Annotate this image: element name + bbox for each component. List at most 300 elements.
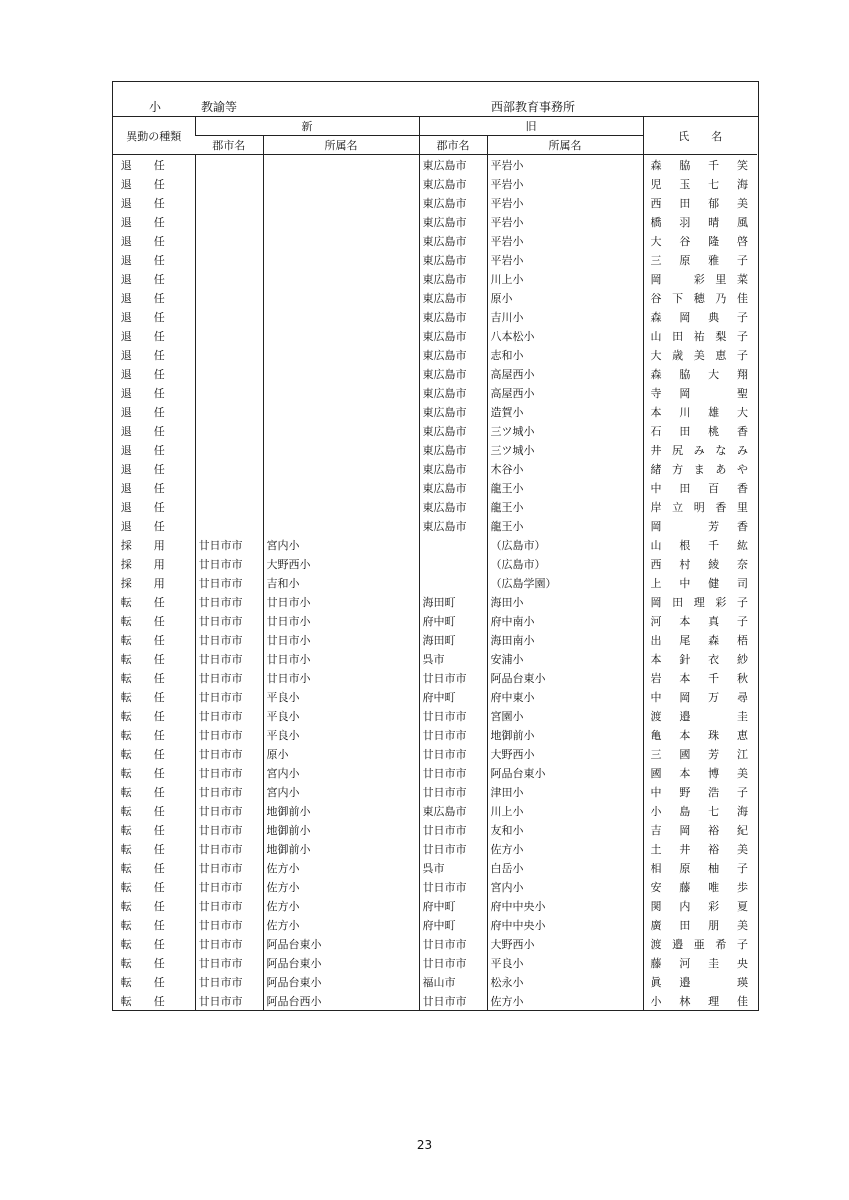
table-row [113,725,757,744]
type-cell: 転任 [120,747,187,761]
new-school-cell [263,345,419,364]
table-row [113,630,757,649]
old-city-cell: 東広島市 [419,364,487,383]
new-school-cell: 佐方小 [263,915,419,934]
new-school-cell [263,478,419,497]
old-city-cell: 東広島市 [419,307,487,326]
name-cell [643,573,757,592]
new-city-cell [195,250,263,269]
new-city-cell: 廿日市市 [195,592,263,611]
name-cell [643,193,757,212]
person-name: 本 針 衣 紗 [650,652,748,666]
old-school-cell: 宮園小 [487,706,643,725]
new-school-cell: 廿日市小 [263,649,419,668]
new-city-cell [195,402,263,421]
table-row [113,706,757,725]
table-row [113,554,757,573]
old-school-cell: 三ツ城小 [487,440,643,459]
new-school-cell [263,383,419,402]
type-cell: 退任 [120,196,187,210]
person-name: 相 原 柚 子 [650,861,748,875]
office-name: 西部教育事務所 [491,100,576,114]
new-city-cell: 廿日市市 [195,706,263,725]
table-row [113,193,757,212]
name-cell [643,440,757,459]
new-city-cell [195,288,263,307]
person-name: 上 中 健 司 [650,576,748,590]
table-body [113,155,757,1011]
table-row [113,820,757,839]
old-city-cell [419,554,487,573]
new-city-cell [195,193,263,212]
transfer-table [113,117,757,1010]
new-city-cell [195,212,263,231]
new-school-cell: 阿品台東小 [263,953,419,972]
person-name: 國 本 博 美 [650,766,748,780]
new-city-cell: 廿日市市 [195,820,263,839]
type-cell: 退任 [120,272,187,286]
col-name: 氏 名 [643,117,757,155]
name-cell [643,269,757,288]
old-school-cell: 木谷小 [487,459,643,478]
name-cell [643,383,757,402]
new-school-cell: 宮内小 [263,782,419,801]
old-school-cell: （広島学園） [487,573,643,592]
name-cell [643,820,757,839]
old-school-cell: 龍王小 [487,478,643,497]
table-row [113,497,757,516]
old-city-cell: 廿日市市 [419,668,487,687]
name-cell [643,288,757,307]
new-city-cell [195,497,263,516]
new-city-cell: 廿日市市 [195,649,263,668]
type-cell: 退任 [120,158,187,172]
type-cell: 退任 [120,519,187,533]
new-school-cell [263,155,419,175]
new-school-cell: 宮内小 [263,763,419,782]
person-name: 小 島 七 海 [650,804,748,818]
table-row [113,174,757,193]
old-school-cell: 高屋西小 [487,383,643,402]
old-school-cell: 白岳小 [487,858,643,877]
person-name: 安 藤 唯 歩 [650,880,748,894]
table-row [113,972,757,991]
type-cell: 退任 [120,367,187,381]
new-city-cell: 廿日市市 [195,668,263,687]
type-cell: 転任 [120,614,187,628]
name-cell [643,858,757,877]
name-cell [643,307,757,326]
col-old-school: 所属名 [487,136,643,155]
old-school-cell: 川上小 [487,269,643,288]
person-name: 石 田 桃 香 [650,424,748,438]
old-city-cell: 東広島市 [419,250,487,269]
type-cell: 退任 [120,177,187,191]
type-cell: 退任 [120,253,187,267]
name-cell [643,877,757,896]
name-cell [643,231,757,250]
type-cell: 転任 [120,842,187,856]
name-cell [643,155,757,175]
name-cell [643,535,757,554]
old-school-cell: 安浦小 [487,649,643,668]
old-school-cell: 龍王小 [487,516,643,535]
old-school-cell: 造賀小 [487,402,643,421]
person-name: 本 川 雄 大 [650,405,748,419]
old-school-cell: 府中南小 [487,611,643,630]
new-city-cell: 廿日市市 [195,953,263,972]
name-cell [643,212,757,231]
old-school-cell: 平岩小 [487,174,643,193]
old-city-cell: 東広島市 [419,459,487,478]
new-city-cell: 廿日市市 [195,896,263,915]
person-name: 岡 彩 里 菜 [650,272,748,286]
old-city-cell: 府中町 [419,915,487,934]
old-city-cell: 海田町 [419,592,487,611]
name-cell [643,725,757,744]
table-row [113,459,757,478]
person-name: 三 國 芳 江 [650,747,748,761]
type-cell: 転任 [120,880,187,894]
new-city-cell: 廿日市市 [195,782,263,801]
old-city-cell: 廿日市市 [419,953,487,972]
new-city-cell: 廿日市市 [195,763,263,782]
person-name: 橋 羽 晴 風 [650,215,748,229]
table-row [113,934,757,953]
col-group-new: 新 [195,117,419,136]
new-school-cell [263,231,419,250]
table-row [113,573,757,592]
new-school-cell: 地御前小 [263,839,419,858]
person-name: 渡 邉 亜 希 子 [650,937,748,951]
type-cell: 転任 [120,899,187,913]
col-new-city: 郡市名 [195,136,263,155]
person-name: 土 井 裕 美 [650,842,748,856]
table-row [113,687,757,706]
old-city-cell: 東広島市 [419,801,487,820]
new-city-cell [195,383,263,402]
new-school-cell: 阿品台東小 [263,972,419,991]
type-cell: 転任 [120,918,187,932]
table-row [113,668,757,687]
person-name: 岩 本 千 秋 [650,671,748,685]
table-row [113,231,757,250]
new-city-cell: 廿日市市 [195,725,263,744]
person-name: 岡 芳 香 [650,519,748,533]
old-city-cell: 福山市 [419,972,487,991]
table-row [113,269,757,288]
new-school-cell: 佐方小 [263,896,419,915]
new-school-cell: 地御前小 [263,801,419,820]
new-school-cell: 廿日市小 [263,592,419,611]
type-cell: 退任 [120,386,187,400]
new-city-cell [195,326,263,345]
new-school-cell: 廿日市小 [263,611,419,630]
new-school-cell: 平良小 [263,687,419,706]
table-row [113,478,757,497]
new-city-cell: 廿日市市 [195,972,263,991]
new-school-cell [263,326,419,345]
new-school-cell [263,459,419,478]
person-name: 西 村 綾 奈 [650,557,748,571]
table-row [113,953,757,972]
old-school-cell: 海田南小 [487,630,643,649]
old-city-cell: 廿日市市 [419,782,487,801]
type-cell: 採用 [120,576,187,590]
old-city-cell: 呉市 [419,858,487,877]
old-city-cell: 呉市 [419,649,487,668]
person-name: 小 林 理 佳 [650,994,748,1008]
person-name: 児 玉 七 海 [650,177,748,191]
old-school-cell: 大野西小 [487,934,643,953]
old-city-cell: 廿日市市 [419,839,487,858]
old-school-cell: 高屋西小 [487,364,643,383]
old-school-cell: 平岩小 [487,193,643,212]
type-cell: 転任 [120,652,187,666]
person-name: 眞 邉 瑛 [650,975,748,989]
type-cell: 転任 [120,709,187,723]
type-cell: 退任 [120,215,187,229]
new-city-cell [195,307,263,326]
new-city-cell [195,478,263,497]
table-row [113,877,757,896]
person-name: 河 本 真 子 [650,614,748,628]
new-city-cell: 廿日市市 [195,535,263,554]
old-school-cell: 川上小 [487,801,643,820]
type-cell: 転任 [120,994,187,1008]
table-row [113,326,757,345]
school-level: 小 [149,100,162,114]
table-row [113,649,757,668]
person-name: 藤 河 圭 央 [650,956,748,970]
old-school-cell: 平岩小 [487,155,643,175]
old-city-cell: 東広島市 [419,402,487,421]
page-number: 23 [416,1138,433,1152]
table-row [113,516,757,535]
person-name: 関 内 彩 夏 [650,899,748,913]
old-city-cell: 東広島市 [419,478,487,497]
table-row [113,364,757,383]
type-cell: 退任 [120,291,187,305]
person-name: 岸 立 明 香 里 [650,500,748,514]
new-city-cell [195,459,263,478]
new-school-cell: 佐方小 [263,858,419,877]
type-cell: 退任 [120,443,187,457]
person-name: 森 脇 千 笑 [650,158,748,172]
table-row [113,535,757,554]
new-city-cell: 廿日市市 [195,687,263,706]
name-cell [643,497,757,516]
name-cell [643,174,757,193]
old-city-cell [419,535,487,554]
old-school-cell: 平岩小 [487,212,643,231]
table-row [113,839,757,858]
role-label: 教諭等 [201,100,238,114]
old-school-cell: 原小 [487,288,643,307]
old-school-cell: （広島市） [487,554,643,573]
new-city-cell [195,364,263,383]
name-cell [643,630,757,649]
old-school-cell: 阿品台東小 [487,763,643,782]
old-school-cell: 平岩小 [487,250,643,269]
old-school-cell: 平岩小 [487,231,643,250]
table-row [113,345,757,364]
old-city-cell [419,573,487,592]
new-school-cell [263,288,419,307]
table-row [113,991,757,1010]
old-city-cell: 廿日市市 [419,763,487,782]
table-row [113,801,757,820]
table-row [113,611,757,630]
old-city-cell: 東広島市 [419,155,487,175]
name-cell [643,478,757,497]
table-row [113,288,757,307]
old-city-cell: 廿日市市 [419,706,487,725]
type-cell: 採用 [120,538,187,552]
person-name: 三 原 雅 子 [650,253,748,267]
old-school-cell: 大野西小 [487,744,643,763]
name-cell [643,345,757,364]
old-city-cell: 廿日市市 [419,725,487,744]
new-city-cell [195,440,263,459]
table-row [113,915,757,934]
old-city-cell: 府中町 [419,687,487,706]
name-cell [643,554,757,573]
new-city-cell: 廿日市市 [195,877,263,896]
old-school-cell: 龍王小 [487,497,643,516]
new-city-cell: 廿日市市 [195,573,263,592]
person-name: 緒 方 ま あ や [650,462,748,476]
new-school-cell [263,421,419,440]
old-city-cell: 廿日市市 [419,877,487,896]
person-name: 谷 下 穂 乃 佳 [650,291,748,305]
personnel-sheet [112,81,759,1011]
name-cell [643,953,757,972]
name-cell [643,763,757,782]
name-cell [643,972,757,991]
new-school-cell [263,307,419,326]
person-name: 大 谷 隆 啓 [650,234,748,248]
type-cell: 退任 [120,310,187,324]
new-city-cell: 廿日市市 [195,611,263,630]
name-cell [643,402,757,421]
new-city-cell [195,421,263,440]
table-row [113,782,757,801]
old-city-cell: 東広島市 [419,383,487,402]
type-cell: 退任 [120,481,187,495]
table-row [113,421,757,440]
old-city-cell: 東広島市 [419,516,487,535]
type-cell: 退任 [120,329,187,343]
new-school-cell: 宮内小 [263,535,419,554]
name-cell [643,896,757,915]
new-school-cell: 原小 [263,744,419,763]
col-group-old: 旧 [419,117,643,136]
old-school-cell: （広島市） [487,535,643,554]
new-school-cell: 吉和小 [263,573,419,592]
type-cell: 退任 [120,405,187,419]
name-cell [643,991,757,1010]
old-city-cell: 東広島市 [419,497,487,516]
col-old-city: 郡市名 [419,136,487,155]
new-school-cell [263,212,419,231]
new-city-cell [195,269,263,288]
old-school-cell: 八本松小 [487,326,643,345]
new-school-cell [263,402,419,421]
old-city-cell: 廿日市市 [419,820,487,839]
name-cell [643,801,757,820]
old-school-cell: 志和小 [487,345,643,364]
old-school-cell: 宮内小 [487,877,643,896]
table-row [113,592,757,611]
new-school-cell: 平良小 [263,706,419,725]
old-city-cell: 東広島市 [419,174,487,193]
name-cell [643,668,757,687]
person-name: 山 田 祐 梨 子 [650,329,748,343]
table-row [113,250,757,269]
name-cell [643,516,757,535]
old-school-cell: 地御前小 [487,725,643,744]
type-cell: 転任 [120,766,187,780]
name-cell [643,326,757,345]
old-city-cell: 府中町 [419,896,487,915]
old-city-cell: 東広島市 [419,440,487,459]
old-school-cell: 府中中央小 [487,915,643,934]
new-school-cell: 平良小 [263,725,419,744]
new-school-cell [263,250,419,269]
table-row [113,155,757,175]
old-city-cell: 東広島市 [419,326,487,345]
name-cell [643,649,757,668]
old-city-cell: 廿日市市 [419,991,487,1010]
type-cell: 転任 [120,785,187,799]
person-name: 井 尻 み な み [650,443,748,457]
table-row [113,763,757,782]
old-city-cell: 東広島市 [419,345,487,364]
new-school-cell [263,364,419,383]
new-school-cell [263,516,419,535]
old-school-cell: 佐方小 [487,991,643,1010]
old-city-cell: 東広島市 [419,231,487,250]
person-name: 西 田 郁 美 [650,196,748,210]
new-city-cell [195,516,263,535]
type-cell: 転任 [120,671,187,685]
type-cell: 転任 [120,728,187,742]
person-name: 森 岡 典 子 [650,310,748,324]
table-row [113,212,757,231]
person-name: 寺 岡 聖 [650,386,748,400]
old-city-cell: 東広島市 [419,288,487,307]
name-cell [643,364,757,383]
new-city-cell: 廿日市市 [195,839,263,858]
table-row [113,383,757,402]
name-cell [643,782,757,801]
person-name: 中 野 浩 子 [650,785,748,799]
new-school-cell [263,440,419,459]
old-school-cell: 阿品台東小 [487,668,643,687]
type-cell: 退任 [120,462,187,476]
person-name: 岡 田 理 彩 子 [650,595,748,609]
type-cell: 採用 [120,557,187,571]
name-cell [643,611,757,630]
new-school-cell: 廿日市小 [263,668,419,687]
new-school-cell: 佐方小 [263,877,419,896]
new-school-cell [263,174,419,193]
type-cell: 転任 [120,861,187,875]
type-cell: 転任 [120,956,187,970]
new-city-cell: 廿日市市 [195,744,263,763]
new-city-cell [195,155,263,175]
